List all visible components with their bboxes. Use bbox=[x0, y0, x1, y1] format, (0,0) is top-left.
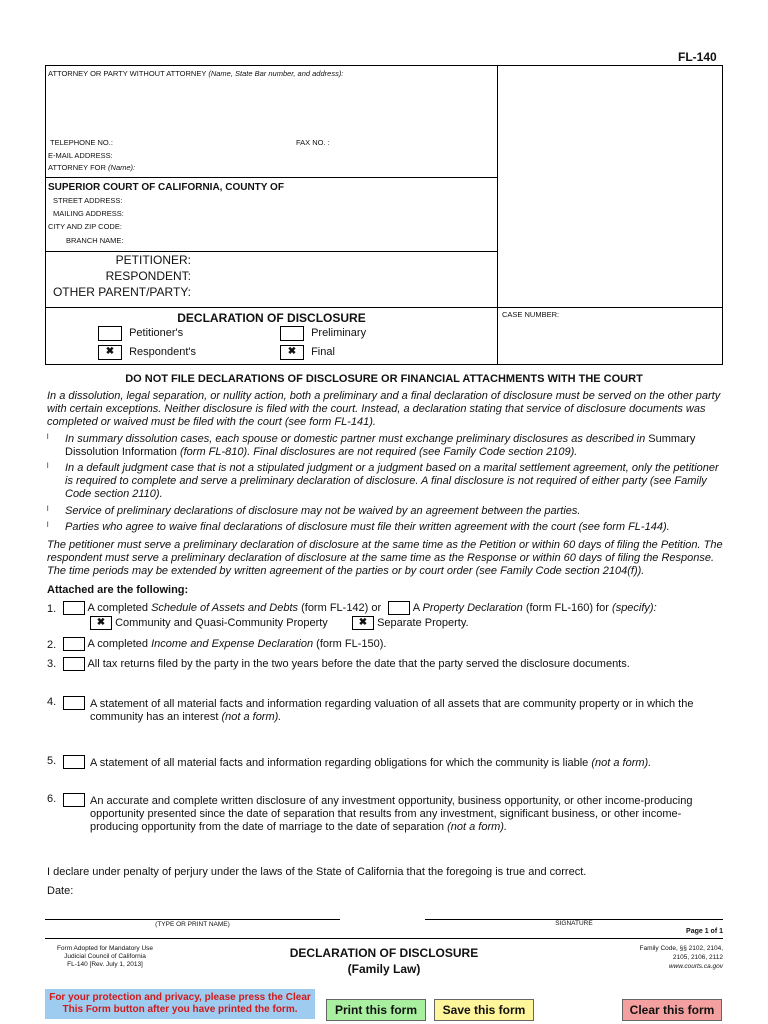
bullet-4: l bbox=[47, 522, 49, 529]
item-4-check-wrap bbox=[63, 694, 85, 712]
community-option[interactable] bbox=[90, 616, 328, 630]
email-label: E-MAIL ADDRESS: bbox=[48, 151, 113, 160]
fax-label: FAX NO. : bbox=[296, 138, 330, 147]
footer-subtitle: (Family Law) bbox=[347, 962, 421, 976]
preliminary-option[interactable] bbox=[280, 326, 366, 341]
item-2-number: 2. bbox=[47, 639, 57, 651]
item-5-check-wrap bbox=[63, 753, 85, 771]
declaration-text: I declare under penalty of perjury under the laws of the State of California that the foregoing is true and correct. bbox=[47, 866, 587, 878]
attorney-label: ATTORNEY OR PARTY WITHOUT ATTORNEY (Name, State Bar number, and address): bbox=[48, 69, 344, 78]
item-6-number: 6. bbox=[47, 793, 57, 805]
rule-court bbox=[45, 177, 498, 178]
footer-title: DECLARATION OF DISCLOSURE bbox=[289, 946, 479, 960]
court-title: SUPERIOR COURT OF CALIFORNIA, COUNTY OF bbox=[48, 182, 284, 193]
final-checkbox[interactable]: ✖ bbox=[280, 345, 304, 360]
respondents-option[interactable] bbox=[98, 345, 196, 360]
final-option[interactable] bbox=[280, 345, 335, 360]
type-name-label: (TYPE OR PRINT NAME) bbox=[155, 921, 230, 928]
item-3: All tax returns filed by the party in the two years before the date that the party served the disclosure documents. bbox=[63, 657, 725, 671]
case-number-label: CASE NUMBER: bbox=[502, 310, 560, 319]
footer-rule bbox=[45, 938, 723, 939]
item-5-checkbox[interactable] bbox=[63, 755, 85, 769]
branch-label: BRANCH NAME: bbox=[66, 236, 124, 245]
petitioners-label: Petitioner's bbox=[129, 327, 184, 340]
form-id: FL-140 bbox=[678, 50, 717, 64]
item-4-checkbox[interactable] bbox=[63, 696, 85, 710]
notice-bullet-3: Service of preliminary declarations of disclosure may not be waived by an agreement between the parties. bbox=[65, 505, 581, 517]
city-label: CITY AND ZIP CODE: bbox=[48, 222, 122, 231]
separate-checkbox[interactable]: ✖ bbox=[352, 616, 374, 630]
footer-right: Family Code, §§ 2102, 2104, 2105, 2106, 2112 www.courts.ca.gov bbox=[639, 945, 723, 970]
item-1: A completed Schedule of Assets and Debts (form FL-142) or A Property Declaration (form FL-160) for (specify): bbox=[63, 601, 725, 615]
separate-option[interactable] bbox=[352, 616, 469, 630]
respondents-label: Respondent's bbox=[129, 346, 196, 359]
save-button[interactable]: Save this form bbox=[434, 999, 534, 1021]
notice-timing: The petitioner must serve a preliminary declaration of disclosure at the same time as the Petition or within 60 days of filing the Petition. The respondent must serve a preliminary declaration of disclosure at the same time as the Response or within 60 days of filing the Response. The time periods may be extended by written agreement of the parties or by court order (see Family Code section 2104(f)). bbox=[47, 539, 723, 577]
item-5-number: 5. bbox=[47, 755, 57, 767]
print-button[interactable]: Print this form bbox=[326, 999, 426, 1021]
item-2: A completed Income and Expense Declaration (form FL-150). bbox=[63, 637, 725, 651]
notice-heading: DO NOT FILE DECLARATIONS OF DISCLOSURE OR FINANCIAL ATTACHMENTS WITH THE COURT bbox=[125, 373, 643, 385]
privacy-notice: For your protection and privacy, please press the Clear This Form button after you have printed the form. bbox=[45, 989, 315, 1019]
item-3-number: 3. bbox=[47, 658, 57, 670]
community-checkbox[interactable]: ✖ bbox=[90, 616, 112, 630]
attached-heading: Attached are the following: bbox=[47, 584, 189, 596]
item-6-check-wrap bbox=[63, 791, 85, 809]
preliminary-label: Preliminary bbox=[311, 327, 367, 340]
preliminary-checkbox[interactable] bbox=[280, 326, 304, 341]
item-4: A statement of all material facts and information regarding valuation of all assets that are community property or in which the community has an interest (not a form). bbox=[90, 698, 694, 723]
rule-parties bbox=[45, 251, 498, 252]
separate-label: Separate Property. bbox=[377, 616, 469, 629]
telephone-label: TELEPHONE NO.: bbox=[50, 138, 113, 147]
item-6: An accurate and complete written disclosure of any investment opportunity, business opportunity, or other income-producing opportunity presented since the date of separation that results from any investment, significant business, or other income-producing opportunity from the date of marriage to the date of separation (not a form). bbox=[90, 795, 693, 833]
item-1-checkbox[interactable] bbox=[63, 601, 85, 615]
petitioners-option[interactable] bbox=[98, 326, 183, 341]
community-label: Community and Quasi-Community Property bbox=[115, 616, 328, 629]
bullet-3: l bbox=[47, 506, 49, 513]
respondents-checkbox[interactable]: ✖ bbox=[98, 345, 122, 360]
rule-title bbox=[45, 307, 723, 308]
petitioner-label: PETITIONER: bbox=[115, 253, 191, 267]
other-party-label: OTHER PARENT/PARTY: bbox=[52, 285, 191, 299]
notice-intro: In a dissolution, legal separation, or nullity action, both a preliminary and a final declaration of disclosure must be served on the other party with certain exceptions. Neither disclosure is filed with the court. Instead, a declaration stating that service of disclosure documents was completed or waived must be filed with the court (see form FL-141). bbox=[47, 390, 721, 428]
name-line[interactable] bbox=[45, 919, 340, 920]
petitioners-checkbox[interactable] bbox=[98, 326, 122, 341]
notice-bullet-2: In a default judgment case that is not a stipulated judgment or a judgment based on a marital settlement agreement, only the petitioner is required to complete and serve a preliminary declaration of disclosure. A final disclosure is not required of either party (see Family Code section 2110). bbox=[65, 462, 719, 500]
page-number: Page 1 of 1 bbox=[686, 928, 723, 935]
date-label: Date: bbox=[47, 885, 74, 897]
final-label: Final bbox=[311, 346, 335, 359]
bullet-1: l bbox=[47, 434, 49, 441]
notice-bullet-4: Parties who agree to waive final declarations of disclosure must file their written agreement with the court (see form FL-144). bbox=[65, 521, 670, 533]
footer-left: Form Adopted for Mandatory Use Judicial Council of California FL-140 [Rev. July 1, 2013] bbox=[56, 945, 154, 968]
item-3-checkbox[interactable] bbox=[63, 657, 85, 671]
form-title: DECLARATION OF DISCLOSURE bbox=[177, 311, 366, 325]
item-6-checkbox[interactable] bbox=[63, 793, 85, 807]
clear-button[interactable]: Clear this form bbox=[622, 999, 722, 1021]
item-4-number: 4. bbox=[47, 696, 57, 708]
item-5: A statement of all material facts and information regarding obligations for which the community is liable (not a form). bbox=[90, 757, 652, 769]
bullet-2: l bbox=[47, 463, 49, 470]
attorney-for-label: ATTORNEY FOR (Name): bbox=[48, 163, 136, 172]
item-2-checkbox[interactable] bbox=[63, 637, 85, 651]
mailing-label: MAILING ADDRESS: bbox=[53, 209, 124, 218]
item-1b-checkbox[interactable] bbox=[388, 601, 410, 615]
notice-bullet-1: In summary dissolution cases, each spouse or domestic partner must exchange preliminary disclosures as described in Summary Dissolution Information (form FL-810). Final disclosures are not required (see Family Code section 2109). bbox=[65, 433, 696, 458]
item-1-number: 1. bbox=[47, 603, 57, 615]
street-label: STREET ADDRESS: bbox=[53, 196, 123, 205]
signature-label: SIGNATURE bbox=[555, 920, 593, 927]
respondent-label: RESPONDENT: bbox=[105, 269, 191, 283]
